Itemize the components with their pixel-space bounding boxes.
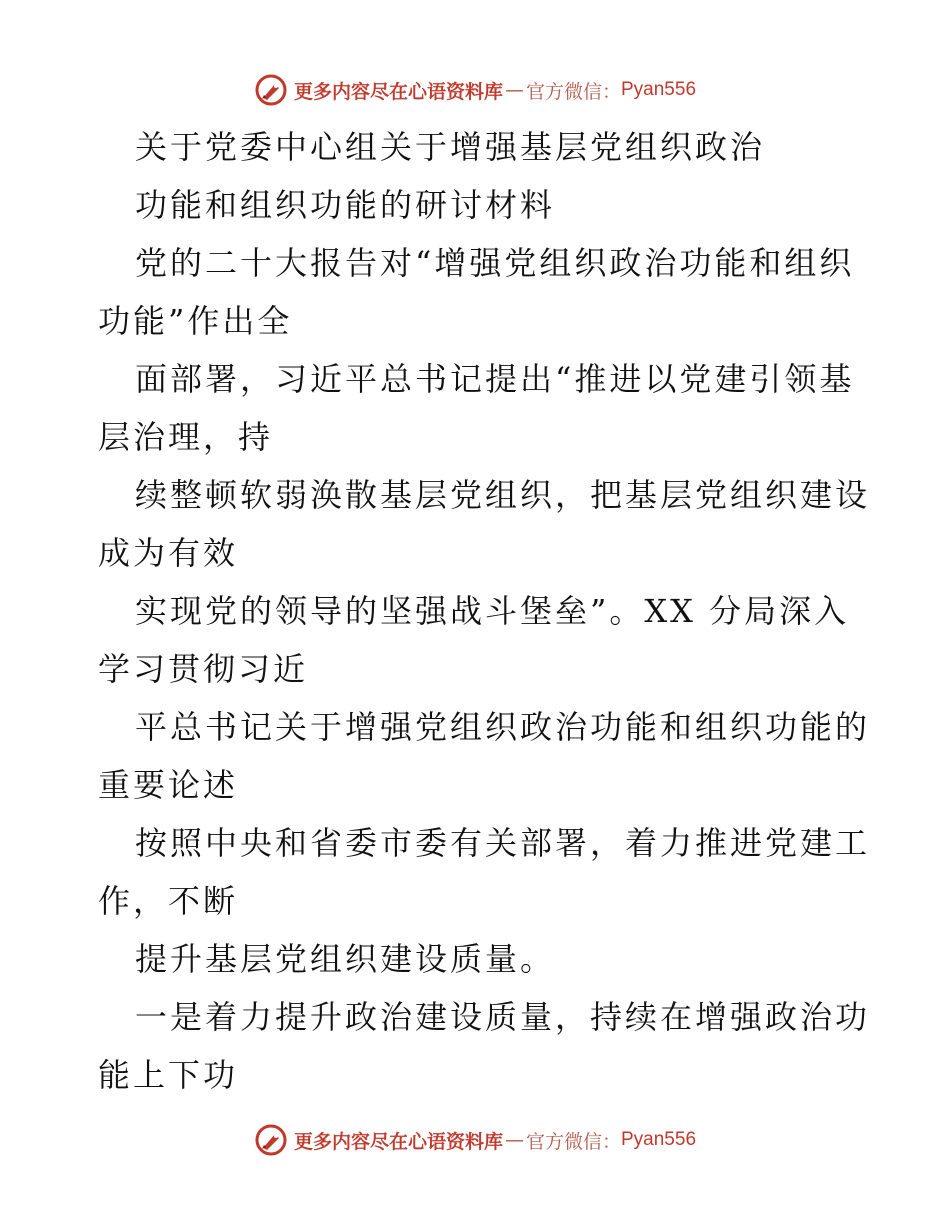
paragraph-line: 按照中央和省委市委有关部署，着力推进党建工 xyxy=(135,824,871,862)
document-body xyxy=(98,118,871,1104)
header-watermark xyxy=(0,70,950,110)
paragraph-line: 实现党的领导的坚强战斗堡垒”。XX 分局深入 xyxy=(135,592,850,630)
pen-nib-logo-icon xyxy=(254,1123,288,1157)
paragraph-line: 成为有效 xyxy=(98,534,239,572)
watermark-id: Pyan556 xyxy=(621,1129,697,1150)
paragraph-line: 学习贯彻习近 xyxy=(98,650,309,688)
watermark-separator: — xyxy=(504,1129,524,1151)
paragraph-line: 能上下功 xyxy=(98,1056,239,1094)
paragraph-line: 续整顿软弱涣散基层党组织，把基层党组织建设 xyxy=(135,476,871,514)
paragraph-line: 平总书记关于增强党组织政治功能和组织功能的 xyxy=(135,708,871,746)
paragraph-line: 层治理，持 xyxy=(98,418,274,456)
watermark-text: 更多内容尽在心语资料库 xyxy=(293,1130,503,1153)
footer-watermark xyxy=(0,1120,950,1160)
document-title-line: 功能和组织功能的研讨材料 xyxy=(135,186,556,224)
watermark-id: Pyan556 xyxy=(621,79,697,100)
document-title-line: 关于党委中心组关于增强基层党组织政治 xyxy=(135,128,766,166)
watermark-label: 官方微信： xyxy=(525,1130,621,1153)
watermark-separator: — xyxy=(504,79,524,101)
paragraph-line: 功能”作出全 xyxy=(98,302,293,340)
paragraph-line: 面部署，习近平总书记提出“推进以党建引领基 xyxy=(135,360,855,398)
watermark-text: 更多内容尽在心语资料库 xyxy=(293,80,503,103)
pen-nib-logo-icon xyxy=(254,73,288,107)
paragraph-line: 一是着力提升政治建设质量，持续在增强政治功 xyxy=(135,998,871,1036)
paragraph-line: 提升基层党组织建设质量。 xyxy=(135,940,556,978)
paragraph-line: 作，不断 xyxy=(98,882,239,920)
paragraph-line: 重要论述 xyxy=(98,766,239,804)
watermark-label: 官方微信： xyxy=(525,80,621,103)
paragraph-line: 党的二十大报告对“增强党组织政治功能和组织 xyxy=(135,244,855,282)
